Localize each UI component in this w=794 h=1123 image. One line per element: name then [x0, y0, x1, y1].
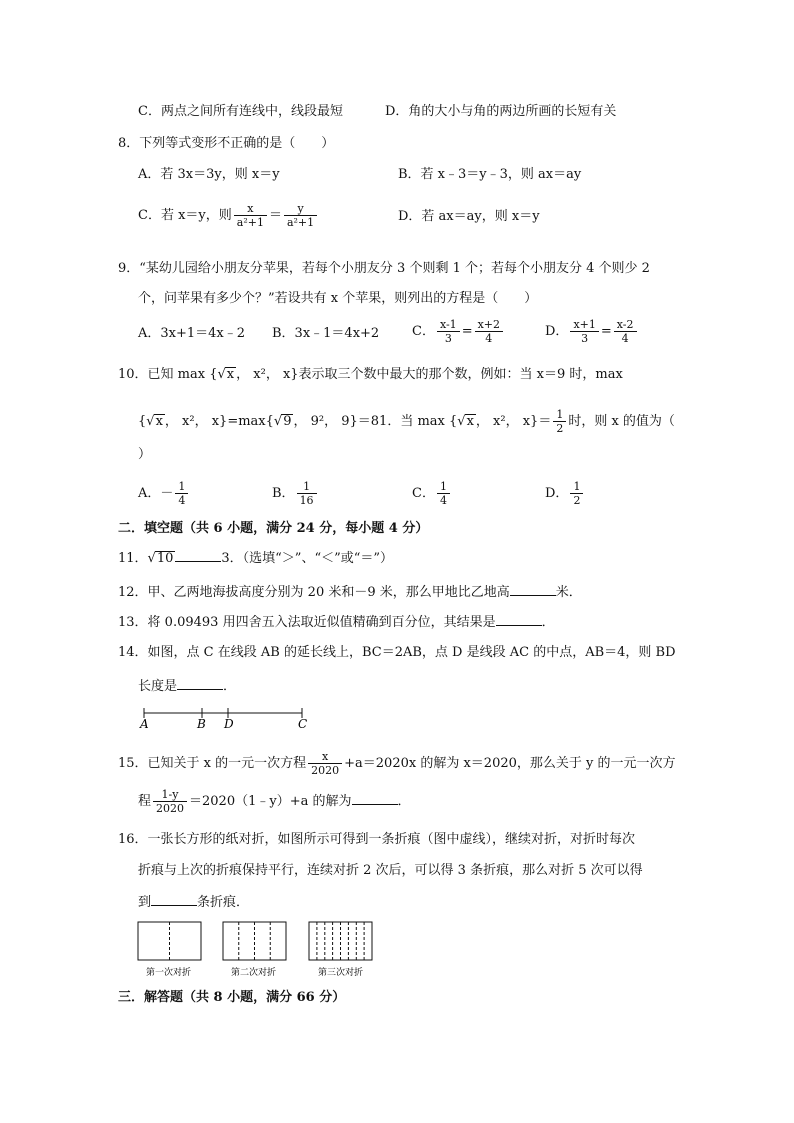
- q11-answer-blank[interactable]: [175, 549, 221, 562]
- q16-answer-blank[interactable]: [151, 893, 197, 906]
- numerator: 1: [297, 480, 317, 494]
- option-label: A．－: [138, 486, 174, 501]
- q14-end: ．: [223, 679, 237, 694]
- q7-option-d: D．角的大小与角的两边所画的长短有关: [385, 104, 617, 119]
- q10-line3: ）: [138, 447, 152, 462]
- numerator: 1: [570, 480, 583, 494]
- creases-third: [317, 922, 364, 960]
- option-label: B．: [272, 486, 295, 501]
- q16-line3-end: 条折痕．: [197, 895, 250, 910]
- q9-c-fraction-1: [437, 318, 460, 345]
- q9-c-equals: =: [461, 324, 473, 339]
- numerator: x-2: [614, 318, 637, 332]
- q8-c-fraction-1: [234, 202, 267, 229]
- q14-answer-blank[interactable]: [177, 677, 223, 690]
- caption-second-fold: 第二次对折: [231, 968, 277, 978]
- fraction: [175, 480, 188, 507]
- denominator: 4: [485, 332, 493, 345]
- denominator: 2: [573, 494, 581, 507]
- q10-line1-prefix: 10．已知 max {: [118, 367, 218, 382]
- section-2-heading: 二．填空题（共 6 小题，满分 24 分，每小题 4 分）: [118, 521, 429, 536]
- q12-answer-blank[interactable]: [510, 583, 556, 596]
- fraction: [297, 480, 317, 507]
- denominator: a²+1: [236, 216, 264, 229]
- sqrt-x: x: [466, 414, 474, 429]
- q13-answer-blank[interactable]: [496, 613, 542, 626]
- q10-option-a: [138, 480, 190, 507]
- q15-line2-mid: ＝2020（1﹣y）+a 的解为: [189, 794, 352, 809]
- numerator: y: [284, 202, 317, 216]
- q9-option-a: A．3x+1＝4x﹣2: [138, 326, 246, 341]
- q16-line3-start: 到: [138, 895, 152, 910]
- numerator: x+1: [570, 318, 598, 332]
- point-label-b: B: [197, 717, 206, 731]
- q13-end: ．: [541, 615, 555, 630]
- q10-line2-part-b: ， x²， x}=max{: [164, 414, 274, 429]
- fraction: [437, 480, 450, 507]
- q10-line2-part-d: ， x²， x}＝: [475, 414, 552, 429]
- denominator: 2020: [311, 764, 340, 777]
- q10-option-d: [545, 480, 585, 507]
- denominator: 2020: [156, 802, 185, 815]
- q8-option-b: B．若 x﹣3＝y﹣3，则 ax＝ay: [398, 167, 582, 182]
- q8-c-prefix: C．若 x＝y，则: [138, 208, 232, 223]
- q7-option-c: C．两点之间所有连线中，线段最短: [138, 104, 343, 119]
- numerator: x: [234, 202, 267, 216]
- point-label-c: C: [298, 717, 308, 731]
- numerator: 1: [437, 480, 450, 494]
- q11-rest: 3．（选填“＞”、“＜”或“＝”）: [221, 551, 394, 566]
- q10-line2-part-c: ， 9²， 9}＝81．当 max {: [293, 414, 458, 429]
- sqrt-10: 10: [156, 551, 174, 566]
- q15-text-start: 15．已知关于 x 的一元一次方程: [118, 756, 307, 771]
- denominator: 4: [439, 494, 447, 507]
- denominator: 16: [299, 494, 314, 507]
- section-3-heading: 三．解答题（共 8 小题，满分 66 分）: [118, 990, 346, 1005]
- option-label: C．: [412, 486, 435, 501]
- q15-answer-blank[interactable]: [352, 792, 398, 805]
- q15-text-end: +a＝2020x 的解为 x＝2020，那么关于 y 的一元一次方: [344, 756, 676, 771]
- q16-line1: 16．一张长方形的纸对折，如图所示可得到一条折痕（图中虚线），继续对折，对折时每次: [118, 832, 636, 847]
- q9-option-c: [412, 318, 505, 345]
- q12: [118, 583, 582, 602]
- denominator: a²+1: [286, 216, 315, 229]
- q8-stem: 8．下列等式变形不正确的是（ ）: [118, 136, 335, 151]
- q16-line2: 折痕与上次的折痕保持平行，连续对折 2 次后，可以得 3 条折痕，那么对折 5 次可以得: [138, 863, 643, 878]
- q15-line1: [118, 750, 676, 777]
- q14-line2: [138, 677, 236, 696]
- q9-option-b: B．3x﹣1＝4x+2: [272, 326, 380, 341]
- q13-text: 13．将 0.09493 用四舍五入法取近似值精确到百分位，其结果是: [118, 615, 496, 630]
- numerator: x+2: [475, 318, 503, 332]
- q10-option-b: [272, 480, 319, 507]
- brace: {: [138, 414, 147, 429]
- q15-fraction-1: [308, 750, 342, 777]
- q9-stem-line2: 个，问苹果有多少个？”若设共有 x 个苹果，则列出的方程是（ ）: [138, 291, 538, 306]
- q16-folding-figure: [136, 918, 376, 980]
- numerator: 1: [175, 480, 188, 494]
- q10-line2-part-e: 时，则 x 的值为（: [568, 414, 675, 429]
- point-label-a: A: [140, 717, 149, 731]
- denominator: 4: [621, 332, 629, 345]
- sqrt-x: x: [226, 367, 235, 382]
- numerator: 1-y: [153, 788, 187, 802]
- q8-option-c: [138, 202, 319, 229]
- denominator: 3: [444, 332, 452, 345]
- q9-d-fraction-1: [570, 318, 598, 345]
- q9-stem-line1: 9．“某幼儿园给小朋友分苹果，若每个小朋友分 3 个则剩 1 个；若每个小朋友分 4 个则少 2: [118, 261, 650, 276]
- q12-text: 12．甲、乙两地海拔高度分别为 20 米和－9 米，那么甲地比乙地高: [118, 585, 510, 600]
- denominator: 4: [178, 494, 186, 507]
- q13: [118, 613, 555, 632]
- q9-d-label: D．: [545, 324, 569, 339]
- q15-line2-end: ．: [397, 794, 411, 809]
- q11-number: 11．: [118, 551, 148, 566]
- q10-line1-rest: ， x²， x}表示取三个数中最大的那个数，例如：当 x＝9 时，max: [236, 367, 623, 382]
- option-label: D．: [545, 486, 569, 501]
- sqrt-9: 9: [283, 414, 292, 429]
- q16-line3: [138, 893, 249, 912]
- q9-option-d: [545, 318, 639, 345]
- q10-half-fraction: [553, 408, 566, 435]
- q12-end: 米．: [555, 585, 582, 600]
- q10-line1: 10．已知 max {√x ， x²， x}表示取三个数中最大的那个数，例如：当 x＝9 时，max: [118, 367, 623, 382]
- q14-segment-figure: [136, 702, 311, 732]
- fraction: [570, 480, 583, 507]
- q10-option-c: [412, 480, 452, 507]
- q11: 11．√10 3．（选填“＞”、“＜”或“＝”）: [118, 551, 394, 566]
- q14-text: 长度是: [138, 679, 178, 694]
- q14-line1: 14．如图，点 C 在线段 AB 的延长线上，BC＝2AB，点 D 是线段 AC 的中点，AB＝4，则 BD: [118, 645, 676, 660]
- q9-c-label: C．: [412, 324, 435, 339]
- numerator: x-1: [437, 318, 460, 332]
- caption-third-fold: 第三次对折: [318, 968, 364, 978]
- q15-fraction-2: [153, 788, 187, 815]
- q15-line2-start: 程: [138, 794, 152, 809]
- denominator: 2: [556, 422, 564, 435]
- denominator: 3: [581, 332, 589, 345]
- sqrt-x: x: [155, 414, 163, 429]
- q8-c-equals: ＝: [268, 208, 282, 223]
- q8-option-a: A．若 3x＝3y，则 x＝y: [138, 167, 280, 182]
- caption-first-fold: 第一次对折: [146, 968, 192, 978]
- q9-d-fraction-2: [614, 318, 637, 345]
- numerator: x: [308, 750, 342, 764]
- q15-line2: [138, 788, 411, 815]
- q9-d-equals: =: [600, 324, 612, 339]
- numerator: 1: [553, 408, 566, 422]
- q10-line2: {√x ， x²， x}=max{√9 ， 9²， 9}＝81．当 max {√x ， x²， x}＝ $\frac{1}{2}$ 时，则 x 的值为（: [138, 408, 675, 435]
- q8-option-d: D．若 ax＝ay，则 x＝y: [398, 209, 540, 224]
- q8-c-fraction-2: [284, 202, 317, 229]
- point-label-d: D: [224, 717, 234, 731]
- q9-c-fraction-2: [475, 318, 503, 345]
